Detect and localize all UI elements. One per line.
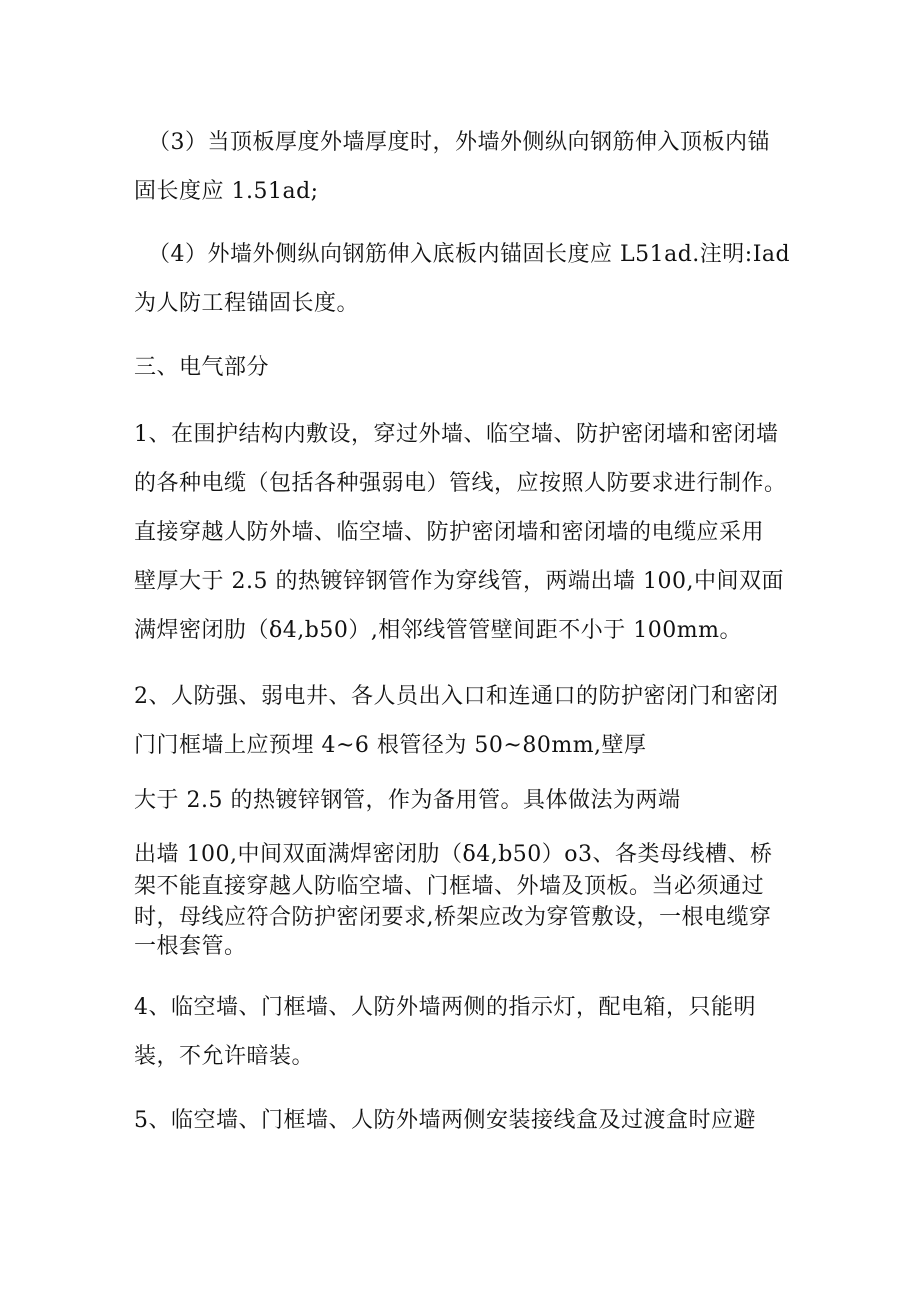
item-2-line-4: 出墙 100,中间双面满焊密闭肋（δ4,b50）o3、各类母线槽、桥 — [134, 842, 773, 867]
item-1-line-3: 直接穿越人防外墙、临空墙、防护密闭墙和密闭墙的电缆应采用 — [134, 520, 765, 545]
item-2-line-3: 大于 2.5 的热镀锌钢管，作为备用管。具体做法为两端 — [134, 788, 681, 813]
section-heading-electrical: 三、电气部分 — [134, 355, 270, 380]
paragraph-3-line-1: （3）当顶板厚度外墙厚度时，外墙外侧纵向钢筋伸入顶板内锚 — [148, 130, 770, 155]
item-2-line-2: 门门框墙上应预埋 4~6 根管径为 50~80mm,壁厚 — [134, 733, 647, 758]
item-4-line-2: 装，不允许暗装。 — [134, 1044, 315, 1069]
item-1-line-1: 1、在围护结构内敷设，穿过外墙、临空墙、防护密闭墙和密闭墙 — [134, 422, 779, 447]
paragraph-4-line-2: 为人防工程锚固长度。 — [134, 291, 360, 316]
paragraph-4-line-1: （4）外墙外侧纵向钢筋伸入底板内锚固长度应 L51ad.注明:Iad — [148, 242, 791, 267]
item-1-line-2: 的各种电缆（包括各种强弱电）管线，应按照人防要求进行制作。 — [134, 471, 787, 496]
item-2-line-6: 时，母线应符合防护密闭要求,桥架应改为穿管敷设，一根电缆穿 — [134, 905, 772, 930]
item-2-line-7: 一根套管。 — [134, 934, 247, 959]
item-1-line-5: 满焊密闭肋（δ4,b50）,相邻线管管壁间距不小于 100mm。 — [134, 618, 743, 643]
item-2-line-1: 2、人防强、弱电井、各人员出入口和连通口的防护密闭门和密闭 — [134, 684, 779, 709]
item-2-line-5: 架不能直接穿越人防临空墙、门框墙、外墙及顶板。当必须通过 — [134, 874, 765, 899]
item-1-line-4: 壁厚大于 2.5 的热镀锌钢管作为穿线管，两端出墙 100,中间双面 — [134, 569, 784, 594]
item-4-line-1: 4、临空墙、门框墙、人防外墙两侧的指示灯，配电箱，只能明 — [134, 995, 756, 1020]
item-5-line-1: 5、临空墙、门框墙、人防外墙两侧安装接线盒及过渡盒时应避 — [134, 1108, 756, 1133]
paragraph-3-line-2: 固长度应 1.51ad; — [134, 179, 319, 204]
